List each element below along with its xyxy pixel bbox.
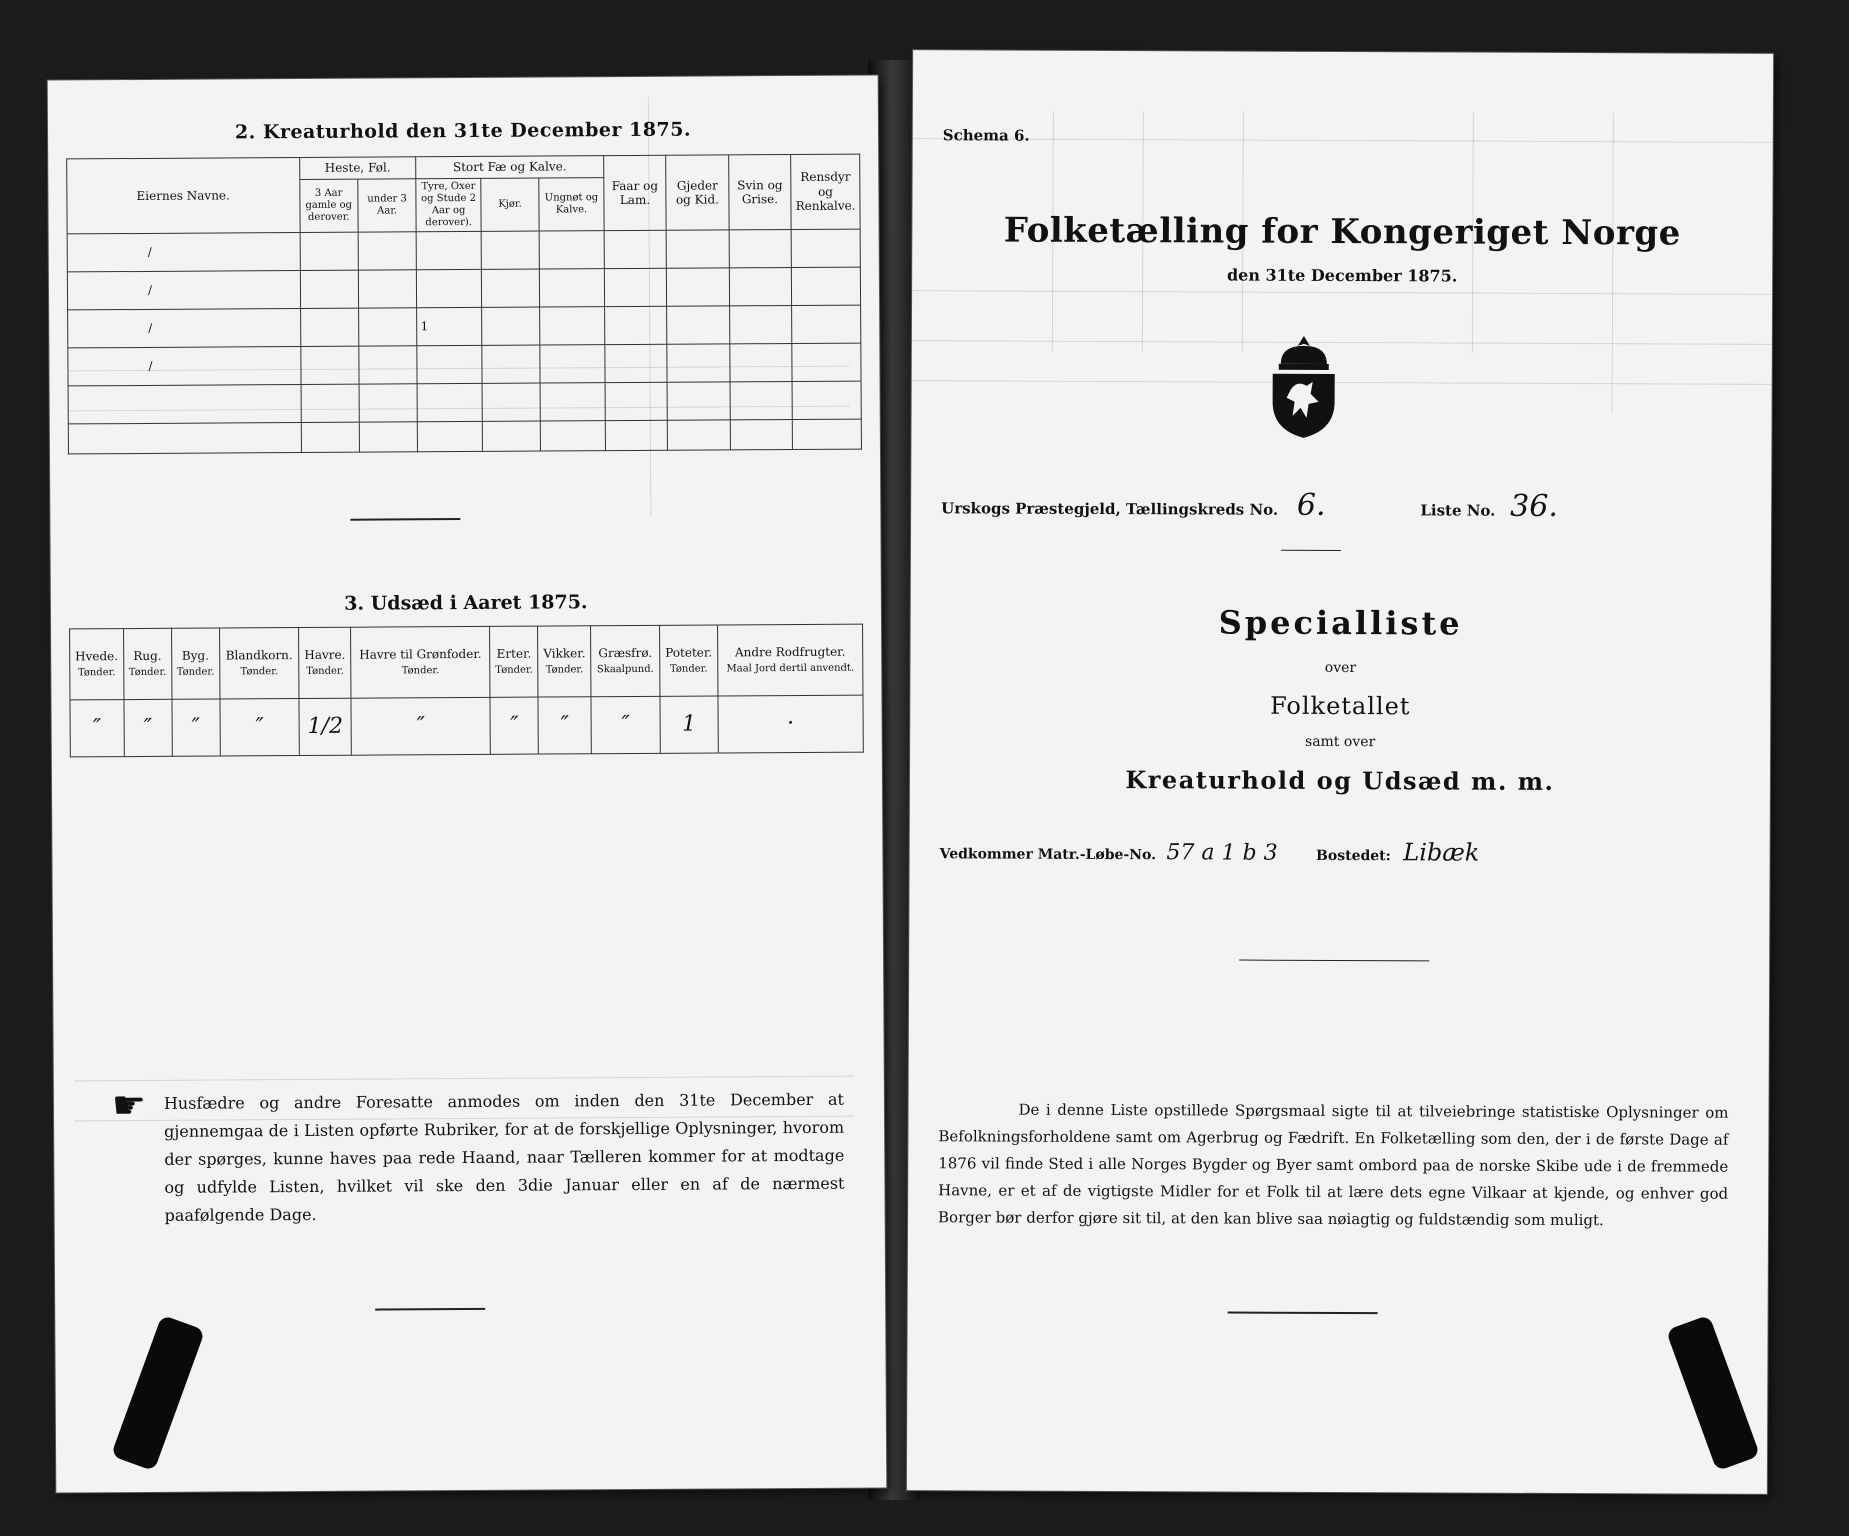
sowing-value: ″ — [490, 697, 538, 754]
sowing-value: ″ — [172, 699, 220, 756]
crop-unit: Tønder. — [77, 667, 116, 679]
matrikkel-line — [940, 836, 1740, 867]
crop-name: Poteter. — [665, 645, 713, 660]
bosted-value: Libæk — [1403, 838, 1480, 867]
norwegian-coat-of-arms-icon — [1266, 332, 1340, 440]
left-page — [48, 75, 887, 1492]
table-row — [67, 267, 860, 310]
divider — [1239, 960, 1429, 962]
sheep-header: Faar og Lam. — [603, 155, 666, 230]
folketallet-heading: Folketallet — [1270, 691, 1411, 721]
sowing-value: ″ — [124, 699, 172, 756]
horses-old-header: 3 Aar gamle og derover. — [299, 179, 358, 232]
pointing-hand-icon: ☛ — [111, 1082, 147, 1128]
census-date: den 31te December 1875. — [1226, 265, 1458, 286]
reindeer-header: Rensdyr og Renkalve. — [791, 154, 860, 229]
table-row — [68, 305, 861, 348]
sowing-header — [351, 626, 491, 698]
sowing-header — [171, 628, 219, 699]
section2-title: 2. Kreaturhold den 31te December 1875. — [234, 118, 692, 144]
bulls-header: Tyre, Oxer og Stude 2 Aar og derover). — [416, 178, 481, 231]
sowing-value: ″ — [591, 696, 660, 753]
sowing-value: · — [718, 695, 863, 753]
crop-name: Græsfrø. — [598, 645, 653, 660]
horses-young-header: under 3 Aar. — [358, 179, 417, 232]
goats-header: Gjeder og Kid. — [666, 155, 729, 230]
crop-name: Erter. — [496, 646, 532, 661]
bulls-count: 1 — [420, 319, 429, 334]
sowing-value: 1 — [660, 696, 718, 753]
crop-name: Havre til Grønfoder. — [359, 646, 482, 662]
schema-label: Schema 6. — [942, 126, 1030, 145]
divider — [375, 1308, 485, 1311]
census-title: Folketælling for Kongeriget Norge — [1003, 210, 1681, 254]
crop-name: Rug. — [133, 648, 162, 663]
sowing-value: ″ — [70, 700, 124, 757]
sowing-value: ″ — [538, 697, 591, 754]
sowing-header — [123, 628, 171, 699]
sowing-header — [718, 624, 863, 696]
table-row — [68, 419, 861, 454]
table-row — [68, 343, 861, 386]
owner-mark: / — [147, 283, 153, 298]
sowing-header — [219, 628, 299, 699]
instructions-notice: Husfædre og andre Foresatte anmodes om inden den 31te December at gjennemgaa de i Listen opførte Rubriker, for at de forskjellige Oplysninger, hvorom der spørges, kunne haves paa rede Haand, naar Tælleren kommer for at modtage og udfylde Listen, hvilket vil ske den 3die Januar eller en af de nærmest paafølgende Dage. — [163, 1089, 845, 1225]
crop-unit: Tønder. — [128, 667, 167, 679]
livestock-table — [66, 154, 862, 455]
owner-mark: / — [147, 245, 152, 260]
crop-unit: Skaalpund. — [596, 664, 654, 676]
crop-unit: Tønder. — [545, 664, 584, 676]
crop-unit: Maal Jord dertil anvendt. — [726, 662, 855, 675]
cows-header: Kjør. — [481, 178, 540, 231]
section3-title: 3. Udsæd i Aaret 1875. — [344, 591, 588, 615]
sowing-header — [490, 626, 538, 697]
crop-name: Hvede. — [75, 648, 119, 664]
sowing-value: ″ — [351, 697, 491, 755]
over-label: over — [1324, 659, 1357, 677]
crop-unit: Tønder. — [306, 665, 344, 678]
sowing-header — [70, 629, 124, 700]
owners-header: Eiernes Navne. — [67, 158, 300, 234]
crop-name: Vikker. — [543, 646, 586, 661]
crop-name: Byg. — [181, 648, 209, 663]
table-row — [68, 381, 861, 424]
matrikkel-label: Vedkommer Matr.-Løbe-No. — [939, 846, 1157, 864]
samt-over-label: samt over — [1304, 733, 1376, 751]
district-line — [941, 486, 1741, 524]
sowing-header — [538, 626, 591, 697]
district-number: 6. — [1296, 487, 1326, 523]
horses-header: Heste, Føl. — [299, 157, 416, 180]
sowing-value: 1/2 — [299, 698, 351, 755]
list-number: 36. — [1510, 488, 1559, 524]
crop-unit: Tønder. — [240, 666, 279, 678]
crop-name: Andre Rodfrugter. — [734, 644, 846, 660]
divider — [1228, 1312, 1378, 1315]
crop-unit: Tønder. — [669, 663, 708, 675]
pigs-header: Svin og Grise. — [728, 155, 791, 230]
crop-name: Havre. — [304, 647, 346, 662]
crop-unit: Tønder. — [495, 664, 533, 677]
cattle-header: Stort Fæ og Kalve. — [416, 156, 604, 179]
sowing-header — [591, 625, 660, 696]
census-purpose-text: De i denne Liste opstillede Spørgsmaal sigte til at tilveiebringe statistiske Oplysninger om Befolkningsforholdene samt om Agerbrug og Fædrift. En Folketælling som den, der i de første Dage af 1876 vil finde Sted i alle Norges Bygder og Byer samt ombord paa de norske Skibe ude i de fremmede Havne, er et af de vigtigste Midler for et Folk til at lære dets egne Vilkaar at kjende, og enhver god Borger bør derfor gjøre sit til, at den kan blive saa nøiagtig og fuldstændig som muligt. — [938, 1100, 1729, 1230]
calves-header: Ungnøt og Kalve. — [539, 178, 604, 231]
right-page — [907, 50, 1773, 1494]
sowing-value: ″ — [220, 699, 300, 756]
divider — [350, 518, 460, 521]
owner-mark: / — [148, 359, 153, 374]
specialliste-heading: Specialliste — [1218, 603, 1463, 643]
sowing-header — [299, 627, 351, 698]
sowing-table — [69, 624, 864, 758]
divider — [1281, 550, 1341, 551]
kreaturhold-heading: Kreaturhold og Udsæd m. m. — [1125, 765, 1555, 796]
crop-unit: Tønder. — [176, 666, 215, 678]
crop-name: Blandkorn. — [225, 647, 293, 663]
crop-unit: Tønder. — [401, 665, 440, 677]
district-label: Urskogs Præstegjeld, Tællingskreds No. — [941, 499, 1279, 519]
sowing-header — [659, 625, 717, 696]
list-label: Liste No. — [1420, 501, 1496, 520]
matrikkel-number: 57 a 1 b 3 — [1166, 840, 1278, 866]
owner-mark: / — [148, 321, 153, 336]
bosted-label: Bostedet: — [1316, 847, 1391, 865]
table-row — [67, 229, 860, 272]
